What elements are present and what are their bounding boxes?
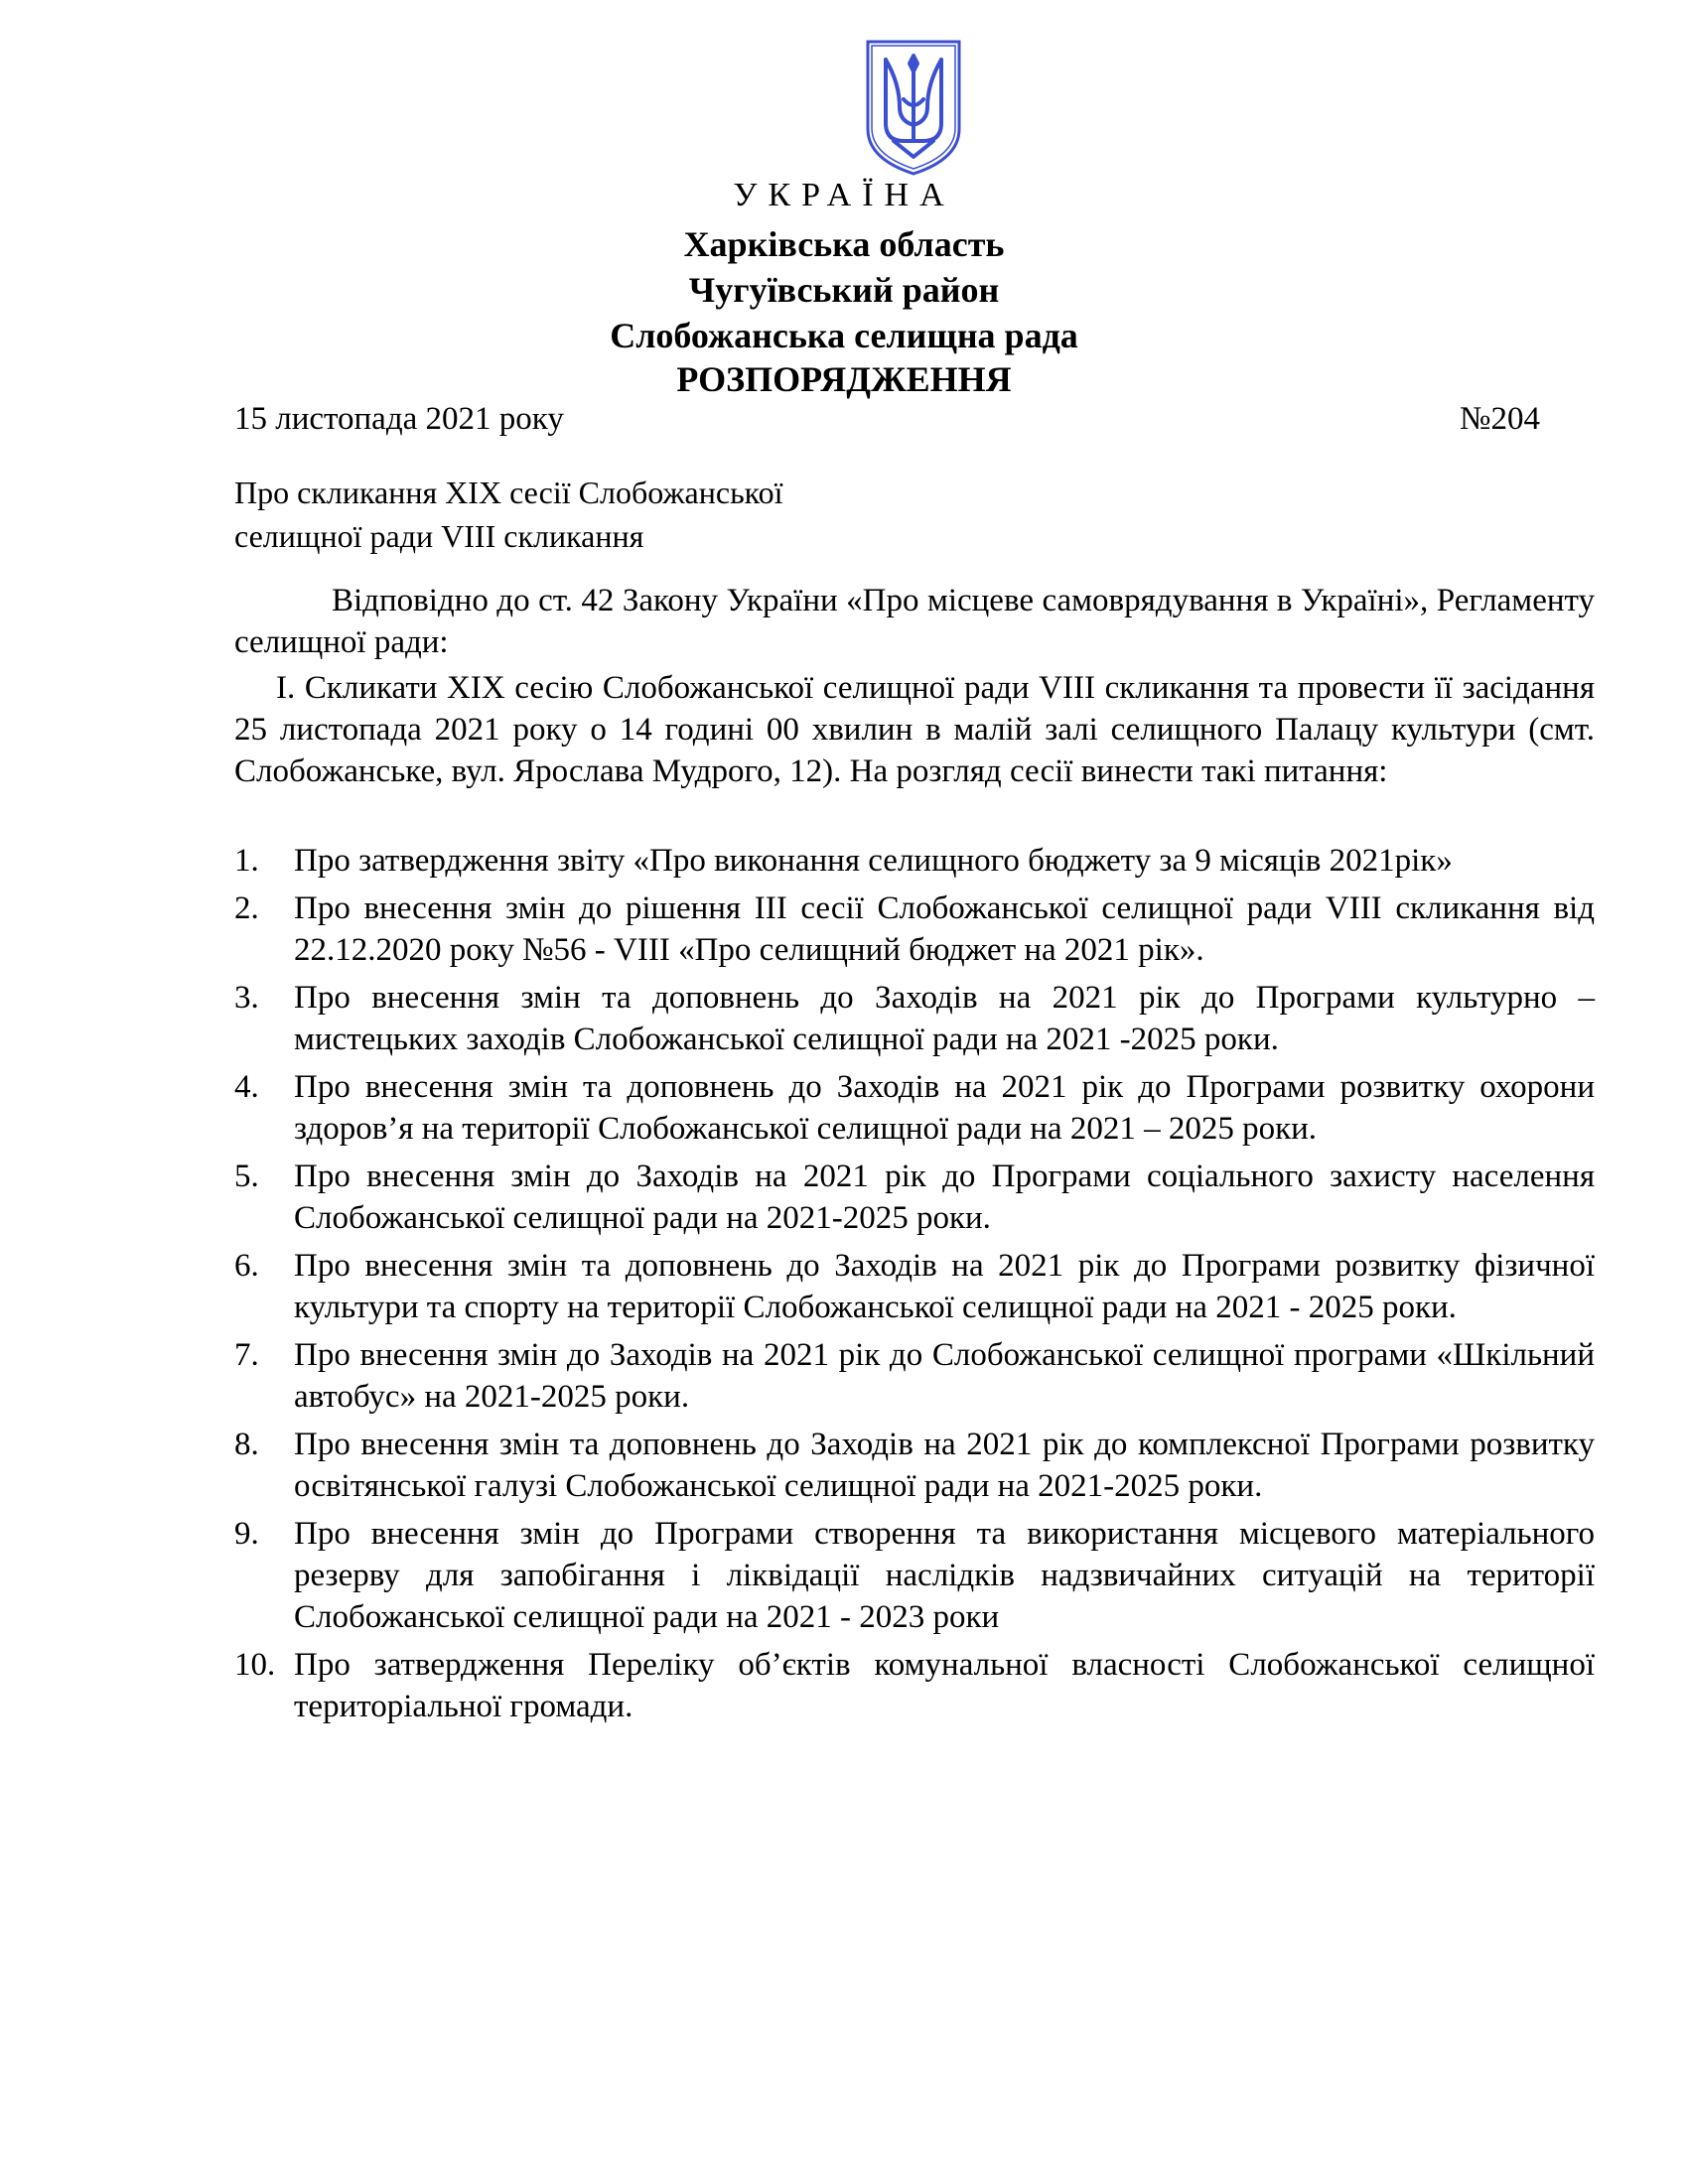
agenda-item-number: 1. <box>234 843 259 879</box>
agenda-item <box>234 1644 1595 1727</box>
preamble-paragraph: Відповідно до ст. 42 Закону України «Про місцеве самоврядування в Україні», Регламенту селищної ради: <box>234 583 1595 660</box>
agenda-item-number: 5. <box>234 1159 259 1194</box>
agenda-item-number: 7. <box>234 1337 259 1373</box>
agenda-item <box>234 1513 1595 1638</box>
agenda-item-text: Про затвердження Переліку об’єктів комунальної власності Слобожанської селищної територіальної громади. <box>294 1647 1595 1724</box>
agenda-item-text: Про затвердження звіту «Про виконання селищного бюджету за 9 місяців 2021рік» <box>294 843 1453 879</box>
agenda-item-text: Про внесення змін до рішення III сесії Слобожанської селищної ради VIII скликання від 22.12.2020 року №56 - VIII «Про селищний бюджет на 2021 рік». <box>294 890 1595 968</box>
agenda-item-text: Про внесення змін до Заходів на 2021 рік до Програми соціального захисту населення Слобожанської селищної ради на 2021-2025 роки. <box>294 1159 1595 1236</box>
agenda-item-text: Про внесення змін та доповнень до Заходів на 2021 рік до Програми розвитку охорони здоров’я на території Слобожанської селищної ради на 2021 – 2025 роки. <box>294 1069 1595 1147</box>
date-number-line <box>234 403 1540 436</box>
agenda-item-number: 10. <box>234 1647 276 1683</box>
agenda-item-number: 9. <box>234 1516 259 1552</box>
coat-of-arms-icon <box>864 38 963 177</box>
agenda-item <box>234 1334 1595 1418</box>
agenda-item <box>234 1424 1595 1507</box>
agenda-item-text: Про внесення змін до Заходів на 2021 рік до Слобожанської селищної програми «Шкільний автобус» на 2021-2025 роки. <box>294 1337 1595 1415</box>
agenda-item-number: 2. <box>234 890 259 926</box>
document-number: №204 <box>1460 401 1540 437</box>
agenda-item-text: Про внесення змін до Програми створення та використання місцевого матеріального резерву для запобігання і ліквідації наслідків надзвичайних ситуацій на території Слобожанської селищної ради на 2021 - 2023 роки <box>294 1516 1595 1635</box>
agenda-item-number: 3. <box>234 980 259 1016</box>
agenda-item <box>234 1066 1595 1150</box>
agenda-item-number: 6. <box>234 1248 259 1284</box>
document-type-title: РОЗПОРЯДЖЕННЯ <box>676 359 1012 399</box>
decree-paragraph: I. Скликати XIX сесію Слобожанської селищної ради VIII скликання та провести її засідання 25 листопада 2021 року о 14 годині 00 хвилин в малій залі селищного Палацу культури (смт. Слобожанське, вул. Ярослава Мудрого, 12). На розгляд сесії винести такі питання: <box>234 670 1595 789</box>
agenda-item-text: Про внесення змін та доповнень до Заходів на 2021 рік до Програми розвитку фізичної культури та спорту на території Слобожанської селищної ради на 2021 - 2025 роки. <box>294 1248 1595 1325</box>
country-heading: УКРАЇНА <box>733 177 955 213</box>
agenda-item <box>234 1156 1595 1239</box>
agenda-item-text: Про внесення змін та доповнень до Заходів на 2021 рік до Програми культурно – мистецьких заходів Слобожанської селищної ради на 2021 -2025 роки. <box>294 980 1595 1057</box>
subject-line-1: Про скликання XIX сесії Слобожанської <box>234 475 783 510</box>
agenda-item-text: Про внесення змін та доповнень до Заходів на 2021 рік до комплексної Програми розвитку освітянської галузі Слобожанської селищної ради на 2021-2025 роки. <box>294 1427 1595 1504</box>
agenda-item-number: 8. <box>234 1427 259 1462</box>
agenda-item-number: 4. <box>234 1069 259 1105</box>
agenda-list <box>234 840 1595 1733</box>
region-heading: Харківська область <box>683 224 1005 264</box>
agenda-item <box>234 977 1595 1060</box>
council-heading: Слобожанська селищна рада <box>610 316 1078 355</box>
subject-line-2: селищної ради VIII скликання <box>234 518 644 554</box>
agenda-item <box>234 840 1595 882</box>
agenda-item <box>234 1245 1595 1328</box>
agenda-item <box>234 887 1595 971</box>
document-subject <box>234 471 782 558</box>
district-heading: Чугуївський район <box>688 270 1000 310</box>
document-date: 15 листопада 2021 року <box>234 401 564 437</box>
